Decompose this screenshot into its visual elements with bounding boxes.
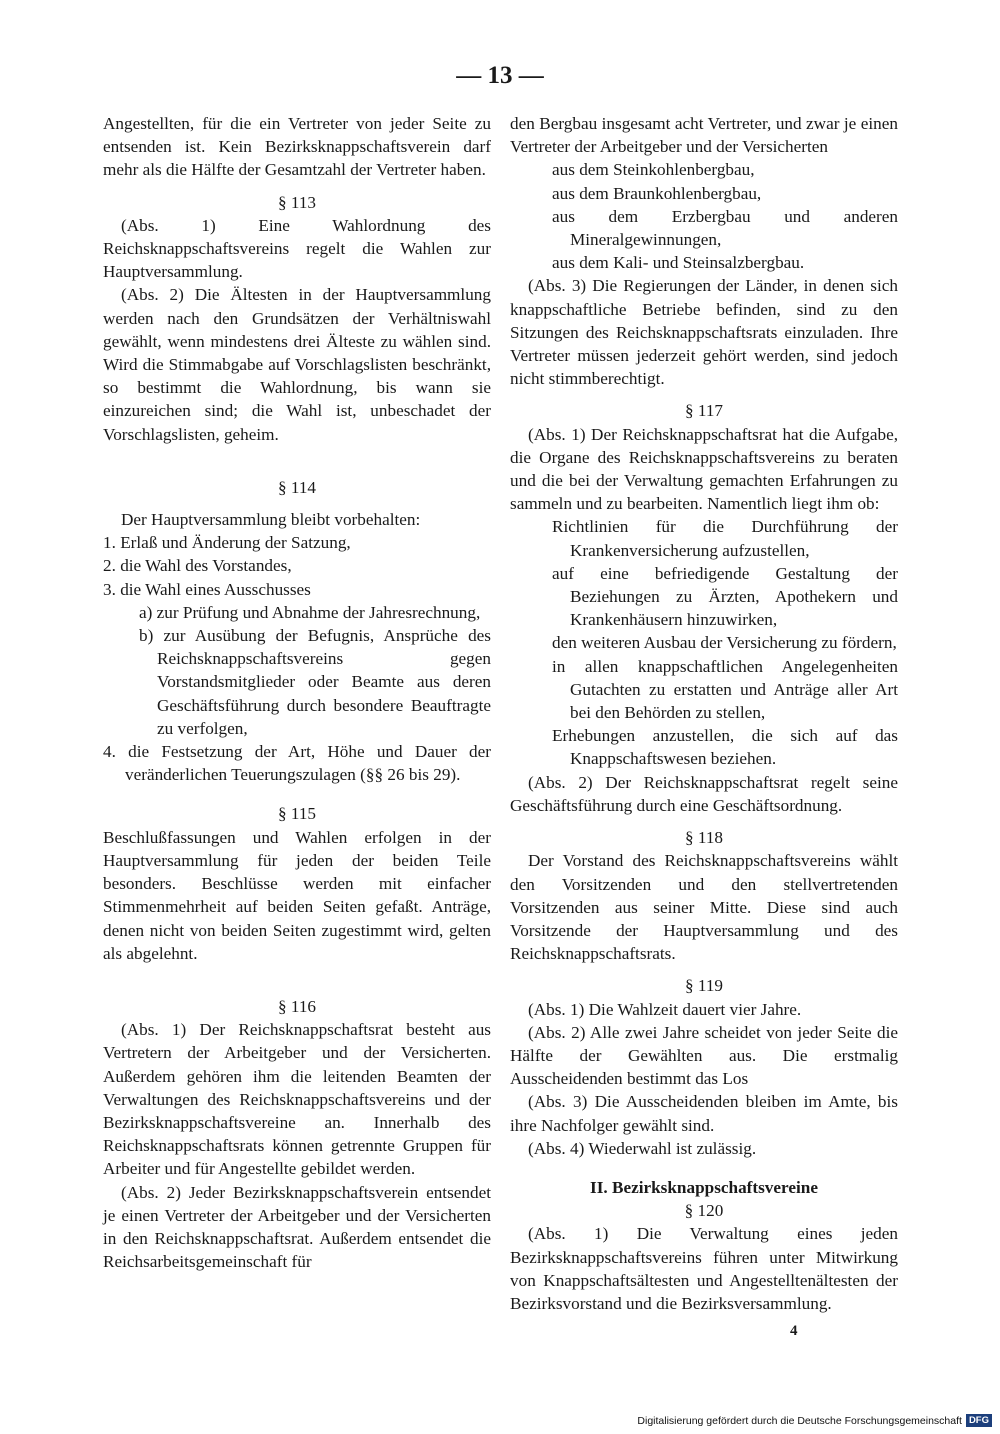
chapter-heading: II. Bezirksknappschaftsvereine: [590, 1177, 818, 1197]
sheet-signature-number: 4: [790, 1323, 798, 1339]
list-item: aus dem Kali- und Steinsalzbergbau.: [552, 253, 805, 273]
list-item: Erhebungen anzustellen, die sich auf das Knappschaftswesen beziehen.: [552, 726, 898, 769]
section-heading: § 116: [277, 996, 317, 1016]
paragraph: (Abs. 1) Der Reichsknappschaftsrat hat die Aufgabe, die Organe des Reichsknappschaftsvereins zu beraten und die bei der Verwaltung gemachten Erfahrungen zu sammeln und zu bearbeiten. Namentlich liegt ihm ob:: [510, 424, 898, 514]
paragraph: (Abs. 1) Die Wahlzeit dauert vier Jahre.: [528, 999, 802, 1019]
dfg-logo: DFG: [966, 1414, 992, 1427]
paragraph: (Abs. 1) Eine Wahlordnung des Reichsknappschaftsvereins regelt die Wahlen zur Hauptversammlung.: [103, 215, 491, 282]
paragraph: (Abs. 3) Die Ausscheidenden bleiben im Amte, bis ihre Nachfolger gewählt sind.: [510, 1092, 898, 1135]
paragraph: Angestellten, für die ein Vertreter von jeder Seite zu entsenden ist. Kein Bezirksknappschaftsverein darf mehr als die Hälfte der Gesamtzahl der Vertreter haben.: [103, 114, 491, 180]
list-subitem: b) zur Ausübung der Befugnis, Ansprüche des Reichsknappschaftsvereins gegen Vorstandsmitglieder oder Beamte aus deren Geschäftsführung durch besondere Beauftragte zu verfolgen,: [139, 626, 491, 738]
paragraph: den Bergbau insgesamt acht Vertreter, und zwar je einen Vertreter der Arbeitgeber und der Versicherten: [510, 114, 898, 157]
list-item: aus dem Erzbergbau und anderen Mineralgewinnungen,: [552, 206, 898, 250]
digitization-footer: [637, 1414, 992, 1427]
paragraph: Der Vorstand des Reichsknappschaftsvereins wählt den Vorsitzenden und den stellvertretenden Vorsitzenden aus seiner Mitte. Diese sind auch Vorsitzende der Hauptversammlung und des Reichsknappschaftsrats.: [510, 851, 898, 964]
paragraph: (Abs. 2) Jeder Bezirksknappschaftsverein entsendet je einen Vertreter der Arbeitgeber und der Versicherten in den Reichsknappschaftsrat. Außerdem entsendet die Reichsarbeitsgemeinschaft für: [103, 1182, 491, 1272]
paragraph: (Abs. 1) Die Verwaltung eines jeden Bezirksknappschaftsvereins führen unter Mitwirkung von Knappschaftsältesten und Angestelltenältesten der Bezirksvorstand und die Bezirksversammlung.: [510, 1224, 898, 1313]
paragraph: Beschlußfassungen und Wahlen erfolgen in der Hauptversammlung für jeden der beiden Teile besonders. Beschlüsse werden mit einfacher Stimmenmehrheit auf beiden Seiten gefaßt. Anträge, denen nicht von beiden Seiten zugestimmt wird, gelten als abgelehnt.: [103, 827, 491, 963]
left-column: [103, 112, 491, 1273]
list-item: aus dem Braunkohlenbergbau,: [552, 183, 762, 203]
list-item: 1. Erlaß und Änderung der Satzung,: [103, 533, 351, 553]
list-item: 3. die Wahl eines Ausschusses: [103, 579, 311, 599]
paragraph: Der Hauptversammlung bleibt vorbehalten:: [121, 510, 421, 530]
paragraph: (Abs. 1) Der Reichsknappschaftsrat besteht aus Vertretern der Arbeitgeber und der Versicherten. Außerdem gehören ihm die leitenden Beamten der Verwaltungen des Reichsknappschaftsvereins und der Bezirksknappschaftsvereine an. Innerhalb des Reichsknappschaftsrats können getrennte Gruppen für Arbeiter und für Angestellte gebildet werden.: [103, 1020, 491, 1179]
section-heading: § 117: [684, 401, 724, 421]
paragraph: (Abs. 4) Wiederwahl ist zulässig.: [528, 1138, 757, 1158]
section-heading: § 114: [277, 477, 317, 497]
footer-text: Digitalisierung gefördert durch die Deutsche Forschungsgemeinschaft: [637, 1414, 962, 1427]
section-heading: § 120: [684, 1201, 724, 1221]
page-number: — 13 —: [456, 62, 544, 89]
paragraph: (Abs. 3) Die Regierungen der Länder, in denen sich knappschaftliche Betriebe befinden, sind zu den Sitzungen des Reichsknappschaftsrats einzuladen. Ihre Vertreter müssen jederzeit gehört werden, sind jedoch nicht stimmberechtigt.: [510, 276, 898, 389]
list-item: 4. die Festsetzung der Art, Höhe und Dauer der veränderlichen Teuerungszulagen (§§ 26 bis 29).: [103, 742, 491, 785]
section-heading: § 118: [684, 828, 724, 848]
list-item: in allen knappschaftlichen Angelegenheiten Gutachten zu erstatten und Anträge aller Art bei den Behörden zu stellen,: [552, 656, 898, 723]
paragraph: (Abs. 2) Der Reichsknappschaftsrat regelt seine Geschäftsführung durch eine Geschäftsordnung.: [510, 772, 898, 815]
right-column: [510, 112, 898, 1315]
list-item: aus dem Steinkohlenbergbau,: [552, 160, 755, 180]
section-heading: § 119: [684, 976, 724, 996]
list-subitem: a) zur Prüfung und Abnahme der Jahresrechnung,: [139, 602, 481, 622]
paragraph: (Abs. 2) Die Ältesten in der Hauptversammlung werden nach den Grundsätzen der Verhältniswahl gewählt, wenn mindestens drei Älteste zu wählen sind. Wird die Stimmabgabe auf Vorschlagslisten beschränkt, so bestimmt die Wahlordnung, bis wann sie einzureichen sind; die Wahl ist, unbeschadet der Vorschlagslisten, geheim.: [103, 285, 491, 444]
section-heading: § 113: [277, 192, 317, 212]
list-item: den weiteren Ausbau der Versicherung zu fördern,: [552, 633, 897, 653]
list-item: Richtlinien für die Durchführung der Krankenversicherung aufzustellen,: [552, 517, 898, 560]
paragraph: (Abs. 2) Alle zwei Jahre scheidet von jeder Seite die Hälfte der Gewählten aus. Die erstmalig Ausscheidenden bestimmt das Los: [510, 1022, 898, 1089]
list-item: auf eine befriedigende Gestaltung der Beziehungen zu Ärzten, Apothekern und Krankenhäusern hinzuwirken,: [552, 563, 898, 630]
section-heading: § 115: [277, 804, 317, 824]
list-item: 2. die Wahl des Vorstandes,: [103, 556, 292, 576]
